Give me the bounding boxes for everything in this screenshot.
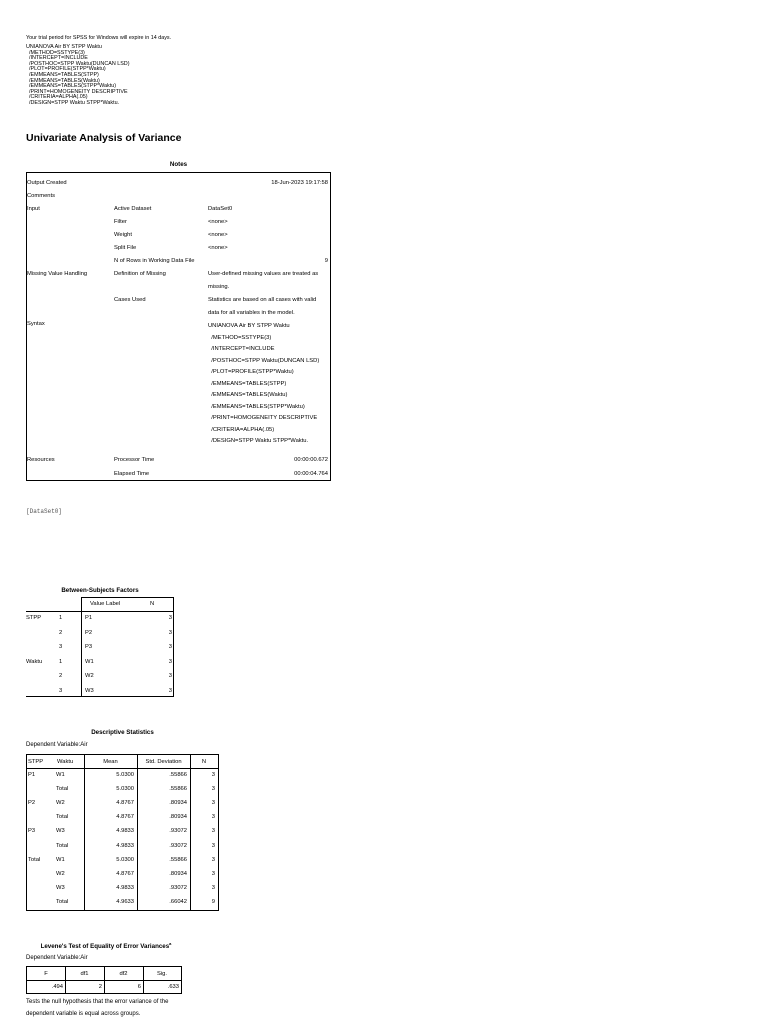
desc-cell: Total bbox=[56, 786, 69, 793]
bsf-value-label: W3 bbox=[85, 687, 94, 694]
active-dataset-value: DataSet0 bbox=[208, 206, 233, 212]
desc-cell: W2 bbox=[56, 870, 65, 877]
desc-cell: P1 bbox=[28, 772, 36, 778]
comments-label: Comments bbox=[27, 193, 56, 199]
output-created-label: Output Created bbox=[27, 180, 67, 186]
levene-caption: Levene's Test of Equality of Error Variances bbox=[40, 943, 170, 951]
syntax-line: /EMMEANS=TABLES(STPP*Waktu) bbox=[26, 83, 117, 90]
split-file-label: Split File bbox=[114, 245, 137, 251]
desc-cell: .55866 bbox=[169, 856, 187, 863]
desc-cell: 3 bbox=[211, 786, 215, 793]
cases-used-label: Cases Used bbox=[114, 297, 146, 303]
desc-cell: 3 bbox=[211, 856, 215, 863]
levene-h-sig: Sig. bbox=[157, 971, 167, 977]
notes-syntax-line: /INTERCEPT=INCLUDE bbox=[208, 346, 275, 352]
bsf-rule bbox=[26, 611, 174, 612]
def-missing-label: Definition of Missing bbox=[114, 271, 166, 277]
desc-cell: Total bbox=[56, 814, 69, 821]
desc-header: N bbox=[201, 759, 207, 765]
bsf-n: 3 bbox=[168, 629, 172, 636]
bsf-col-n: N bbox=[150, 601, 155, 607]
desc-cell: 3 bbox=[211, 814, 215, 821]
syntax-line: /EMMEANS=TABLES(Waktu) bbox=[26, 77, 100, 84]
bsf-value-label: P1 bbox=[85, 615, 93, 621]
desc-cell: W2 bbox=[56, 800, 65, 807]
desc-cell: 4.9833 bbox=[116, 842, 134, 849]
levene-h-df1: df1 bbox=[80, 971, 89, 977]
bsf-table bbox=[26, 597, 174, 697]
cases-used-value-2: data for all variables in the model. bbox=[208, 310, 295, 316]
bsf-value-label: W2 bbox=[85, 673, 94, 679]
desc-cell: 4.8767 bbox=[116, 800, 134, 807]
desc-cell: 3 bbox=[211, 870, 215, 877]
nrows-value: 9 bbox=[324, 258, 328, 264]
bsf-factor: STPP bbox=[26, 615, 42, 621]
notes-syntax-line: /PRINT=HOMOGENEITY DESCRIPTIVE bbox=[208, 415, 318, 421]
bsf-value-label: P2 bbox=[85, 629, 93, 636]
desc-cell: Total bbox=[56, 842, 69, 849]
desc-cell: Total bbox=[28, 856, 41, 863]
desc-header-rule bbox=[27, 768, 218, 769]
filter-value: <none> bbox=[208, 219, 228, 225]
desc-dependent: Dependent Variable:Air bbox=[26, 742, 88, 748]
desc-cell: W3 bbox=[56, 884, 65, 891]
levene-superscript: a bbox=[169, 941, 172, 946]
desc-header: Mean bbox=[103, 759, 118, 765]
nrows-label: N of Rows in Working Data File bbox=[114, 258, 195, 264]
desc-cell: Total bbox=[56, 898, 69, 905]
desc-cell: .55866 bbox=[169, 786, 187, 793]
desc-cell: .93072 bbox=[169, 884, 187, 891]
input-label: Input bbox=[27, 206, 40, 212]
bsf-n: 3 bbox=[168, 687, 172, 694]
notes-table bbox=[26, 172, 331, 481]
levene-table bbox=[26, 966, 182, 994]
bsf-n: 3 bbox=[168, 615, 172, 621]
bsf-factor: Waktu bbox=[26, 658, 43, 665]
syntax-label: Syntax bbox=[27, 321, 45, 327]
desc-header: STPP bbox=[28, 759, 44, 765]
missing-label: Missing Value Handling bbox=[27, 271, 88, 277]
desc-cell: 5.0300 bbox=[116, 786, 134, 793]
resources-label: Resources bbox=[27, 457, 55, 463]
bsf-n: 3 bbox=[168, 673, 172, 679]
bsf-n: 3 bbox=[168, 644, 172, 650]
bsf-caption: Between-Subjects Factors bbox=[61, 587, 139, 594]
processor-time-value: 00:00:00.672 bbox=[294, 457, 328, 463]
weight-value: <none> bbox=[208, 232, 228, 238]
desc-cell: 9 bbox=[211, 898, 215, 905]
syntax-line: /DESIGN=STPP Waktu STPP*Waktu. bbox=[26, 99, 120, 106]
notes-syntax-line: /PLOT=PROFILE(STPP*Waktu) bbox=[208, 369, 294, 375]
notes-syntax-line: /EMMEANS=TABLES(STPP*Waktu) bbox=[208, 403, 305, 410]
desc-cell: .93072 bbox=[169, 828, 187, 835]
syntax-line: UNIANOVA Air BY STPP Waktu bbox=[26, 44, 102, 50]
bsf-level: 3 bbox=[59, 687, 63, 694]
syntax-line: /INTERCEPT=INCLUDE bbox=[26, 55, 88, 62]
desc-cell: .80934 bbox=[169, 870, 187, 877]
levene-dependent: Dependent Variable:Air bbox=[26, 955, 88, 961]
processor-time-label: Processor Time bbox=[114, 457, 155, 463]
filter-label: Filter bbox=[114, 219, 127, 225]
desc-cell: 3 bbox=[211, 842, 215, 849]
desc-cell: 5.0300 bbox=[116, 772, 134, 778]
syntax-line: /CRITERIA=ALPHA(.05) bbox=[26, 94, 88, 101]
desc-cell: W1 bbox=[56, 856, 65, 863]
desc-cell: .93072 bbox=[169, 842, 187, 849]
desc-cell: P2 bbox=[28, 800, 36, 807]
levene-f-value: .494 bbox=[51, 984, 63, 990]
desc-cell: 4.9833 bbox=[116, 884, 134, 891]
levene-df1-value: 2 bbox=[98, 984, 102, 990]
levene-caption-row bbox=[26, 941, 186, 950]
desc-header: Waktu bbox=[57, 759, 74, 765]
notes-syntax-line: /EMMEANS=TABLES(STPP) bbox=[208, 380, 287, 387]
section-title: Univariate Analysis of Variance bbox=[26, 132, 182, 144]
notes-syntax-line: /METHOD=SSTYPE(3) bbox=[208, 334, 272, 341]
desc-cell: 4.8767 bbox=[116, 870, 134, 877]
notes-syntax-line: /EMMEANS=TABLES(Waktu) bbox=[208, 392, 288, 398]
notes-syntax-line: UNIANOVA Air BY STPP Waktu bbox=[208, 323, 290, 329]
notes-caption: Notes bbox=[169, 161, 188, 168]
desc-cell: 3 bbox=[211, 828, 215, 835]
bsf-level: 2 bbox=[59, 673, 63, 679]
syntax-line: /POSTHOC=STPP Waktu(DUNCAN LSD) bbox=[26, 60, 130, 67]
cases-used-value-1: Statistics are based on all cases with valid bbox=[208, 297, 317, 303]
syntax-line: /PRINT=HOMOGENEITY DESCRIPTIVE bbox=[26, 88, 128, 95]
bsf-level: 2 bbox=[59, 629, 63, 636]
levene-sig-value: .633 bbox=[167, 984, 179, 990]
notes-syntax-line: /DESIGN=STPP Waktu STPP*Waktu. bbox=[208, 438, 309, 444]
output-created-value: 18-Jun-2023 19:17:58 bbox=[271, 180, 328, 186]
bsf-level: 1 bbox=[59, 615, 63, 621]
desc-cell: 5.0300 bbox=[116, 856, 134, 863]
bsf-level: 1 bbox=[59, 658, 63, 665]
desc-header: Std. Deviation bbox=[145, 759, 182, 765]
elapsed-time-value: 00:00:04.764 bbox=[294, 471, 328, 477]
trial-message: Your trial period for SPSS for Windows will expire in 14 days. bbox=[26, 35, 172, 41]
syntax-line: /METHOD=SSTYPE(3) bbox=[26, 49, 85, 56]
bsf-n: 3 bbox=[168, 658, 172, 665]
dataset-tag: [DataSet0] bbox=[26, 508, 63, 515]
bsf-col-value-label: Value Label bbox=[90, 601, 121, 607]
desc-table bbox=[26, 754, 219, 911]
notes-syntax bbox=[208, 321, 319, 448]
bsf-value-label: W1 bbox=[85, 658, 94, 665]
levene-df2-value: 6 bbox=[137, 984, 141, 990]
desc-cell: W1 bbox=[56, 772, 65, 778]
def-missing-value-1: User-defined missing values are treated as bbox=[208, 271, 319, 277]
split-file-value: <none> bbox=[208, 245, 228, 251]
desc-cell: 3 bbox=[211, 772, 215, 778]
desc-cell: .55866 bbox=[169, 772, 187, 778]
desc-cell: .80934 bbox=[169, 800, 187, 807]
syntax-block bbox=[26, 45, 130, 107]
desc-cell: 4.9633 bbox=[116, 898, 134, 905]
weight-label: Weight bbox=[114, 232, 132, 238]
desc-cell: W3 bbox=[56, 828, 65, 835]
elapsed-time-label: Elapsed Time bbox=[114, 471, 150, 477]
syntax-line: /EMMEANS=TABLES(STPP) bbox=[26, 71, 99, 78]
def-missing-value-2: missing. bbox=[208, 284, 230, 290]
notes-syntax-line: /CRITERIA=ALPHA(.05) bbox=[208, 426, 275, 433]
desc-caption: Descriptive Statistics bbox=[91, 729, 154, 736]
notes-syntax-line: /POSTHOC=STPP Waktu(DUNCAN LSD) bbox=[208, 357, 320, 364]
bsf-level: 3 bbox=[59, 644, 63, 650]
active-dataset-label: Active Dataset bbox=[114, 206, 152, 212]
desc-cell: .66042 bbox=[169, 898, 187, 905]
levene-h-df2: df2 bbox=[119, 971, 128, 977]
desc-cell: 4.8767 bbox=[116, 814, 134, 821]
desc-cell: P3 bbox=[28, 828, 36, 835]
levene-note-2: dependent variable is equal across groups. bbox=[26, 1011, 141, 1017]
bsf-value-label: P3 bbox=[85, 644, 93, 650]
desc-cell: 4.9833 bbox=[116, 828, 134, 835]
bsf-bottom-rule bbox=[26, 696, 174, 697]
desc-cell: 3 bbox=[211, 884, 215, 891]
syntax-line: /PLOT=PROFILE(STPP*Waktu) bbox=[26, 66, 106, 73]
desc-cell: .80934 bbox=[169, 814, 187, 821]
levene-h-f: F bbox=[44, 971, 48, 977]
levene-note-1: Tests the null hypothesis that the error variance of the bbox=[26, 999, 169, 1005]
desc-cell: 3 bbox=[211, 800, 215, 807]
